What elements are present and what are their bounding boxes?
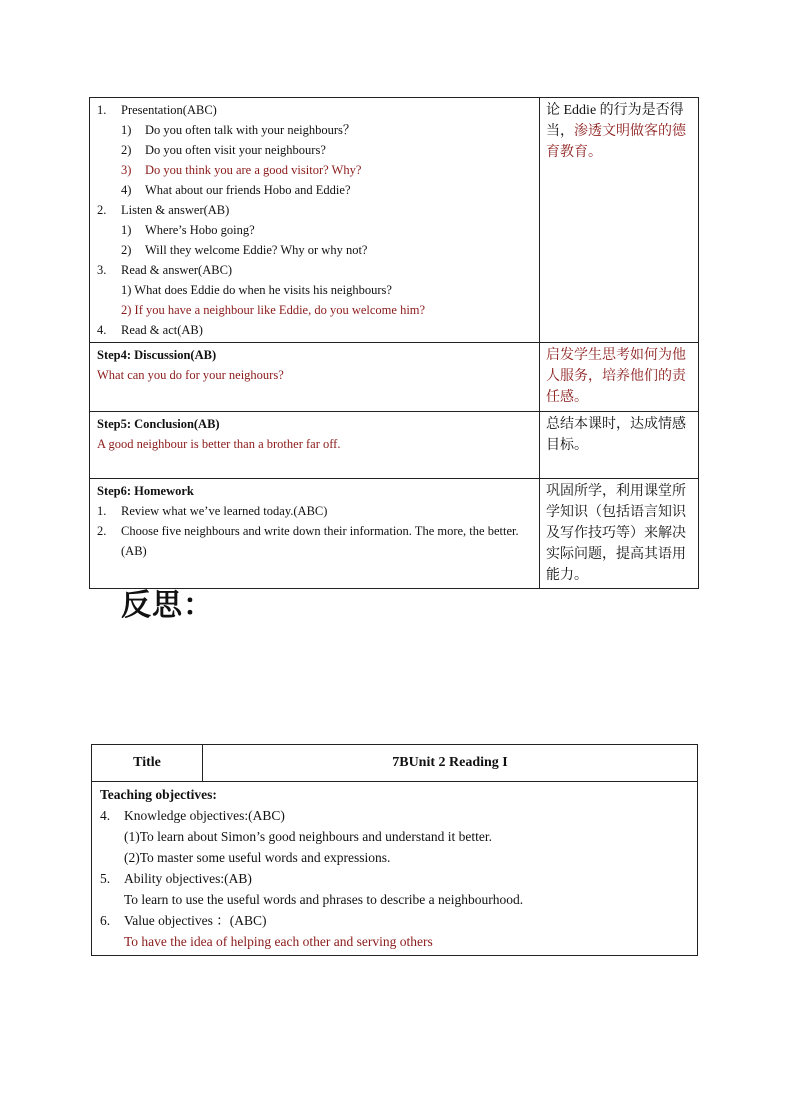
table-row (90, 412, 699, 479)
list-item: 1. Review what we’ve learned today.(ABC) (97, 504, 328, 518)
list-item: 4) What about our friends Hobo and Eddie? (121, 183, 351, 197)
list-item: 5. Ability objectives:(AB) (100, 871, 252, 886)
step-heading: Step5: Conclusion(AB) (97, 417, 220, 431)
list-item: 4. Read & act(AB) (97, 323, 203, 337)
title-value: 7BUnit 2 Reading I (203, 745, 698, 782)
list-item: 1. Presentation(ABC) (97, 103, 217, 117)
list-item: 2) Will they welcome Eddie? Why or why not? (121, 243, 368, 257)
title-label: Title (92, 745, 203, 782)
objectives-heading: Teaching objectives: (100, 787, 217, 802)
table-row (90, 479, 699, 589)
list-item: 2. Listen & answer(AB) (97, 203, 230, 217)
conclusion-note: 总结本课时，达成情感目标。 (540, 412, 699, 479)
list-item: 4. Knowledge objectives:(ABC) (100, 808, 285, 823)
list-item: (2)To master some useful words and expressions. (124, 850, 391, 865)
list-item: 1) What does Eddie do when he visits his neighbours? (121, 283, 392, 297)
step-text: What can you do for your neighours? (97, 368, 284, 382)
objectives-cell (92, 782, 698, 956)
list-item: (1)To learn about Simon’s good neighbours and understand it better. (124, 829, 492, 844)
list-item: To have the idea of helping each other and serving others (124, 934, 433, 949)
list-item: 2) Do you often visit your neighbours? (121, 143, 326, 157)
homework-cell (90, 479, 540, 589)
discussion-cell (90, 343, 540, 412)
homework-note: 巩固所学，利用课堂所学知识（包括语言知识及写作技巧等）来解决实际问题，提高其语用能力。 (540, 479, 699, 589)
list-item: 1) Where’s Hobo going? (121, 223, 255, 237)
list-item: 3. Read & answer(ABC) (97, 263, 233, 277)
list-item: 3) Do you think you are a good visitor? Why? (121, 163, 362, 177)
presentation-cell (90, 98, 540, 343)
table-row (90, 343, 699, 412)
lesson-steps-table (89, 97, 699, 589)
table-row (90, 98, 699, 343)
conclusion-cell (90, 412, 540, 479)
presentation-note: 论 Eddie 的行为是否得当，渗透文明做客的德育教育。 (540, 98, 699, 343)
reflection-heading: 反思： (121, 588, 214, 623)
discussion-note: 启发学生思考如何为他人服务，培养他们的责任感。 (540, 343, 699, 412)
list-item: 2) If you have a neighbour like Eddie, do you welcome him? (121, 303, 426, 317)
table-row (92, 745, 698, 782)
list-item: 2. Choose five neighbours and write down their information. The more, the better.(AB) (97, 524, 519, 558)
list-item: 6. Value objectives ：(ABC) (100, 913, 267, 928)
lesson-plan-table (91, 744, 698, 956)
table-row (92, 782, 698, 956)
step-heading: Step4: Discussion(AB) (97, 348, 217, 362)
step-heading: Step6: Homework (97, 484, 194, 498)
list-item: To learn to use the useful words and phrases to describe a neighbourhood. (124, 892, 524, 907)
list-item: 1) Do you often talk with your neighbours？ (121, 123, 356, 137)
step-text: A good neighbour is better than a brother far off. (97, 437, 341, 451)
